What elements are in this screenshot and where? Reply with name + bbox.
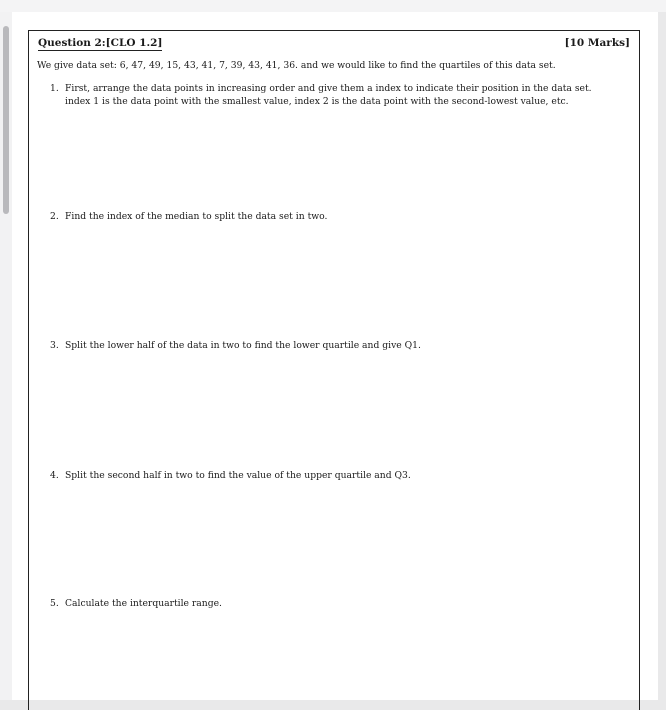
viewer-top-band (0, 0, 666, 12)
item-text: Split the second half in two to find the value of the upper quartile and Q3. (65, 470, 411, 481)
question-box (28, 30, 640, 710)
item-text: First, arrange the data points in increasing order and give them a index to indicate their position in the data set. index 1 is the data point with the smallest value, index 2 is the data point with the second-lowest value, etc. (65, 83, 592, 107)
question-item-2 (50, 211, 618, 224)
item-number: 3. (50, 340, 59, 351)
document-page (12, 12, 658, 700)
item-text: Calculate the interquartile range. (65, 598, 222, 609)
item-text: Find the index of the median to split the data set in two. (65, 211, 328, 222)
item-number: 5. (50, 598, 59, 609)
item-number: 1. (50, 83, 59, 94)
question-item-4 (50, 470, 618, 483)
marks-label: [10 Marks] (564, 37, 630, 49)
question-item-5 (50, 598, 618, 611)
scrollbar-track[interactable] (0, 12, 12, 700)
item-number: 2. (50, 211, 59, 222)
question-intro: We give data set: 6, 47, 49, 15, 43, 41, 7, 39, 43, 41, 36. and we would like to find the quartiles of this data set. (37, 60, 556, 71)
item-text: Split the lower half of the data in two to find the lower quartile and give Q1. (65, 340, 421, 351)
question-item-1 (50, 83, 618, 108)
question-title: Question 2:[CLO 1.2] (38, 37, 163, 49)
scrollbar-thumb[interactable] (3, 26, 9, 214)
question-item-3 (50, 340, 618, 353)
item-number: 4. (50, 470, 59, 481)
